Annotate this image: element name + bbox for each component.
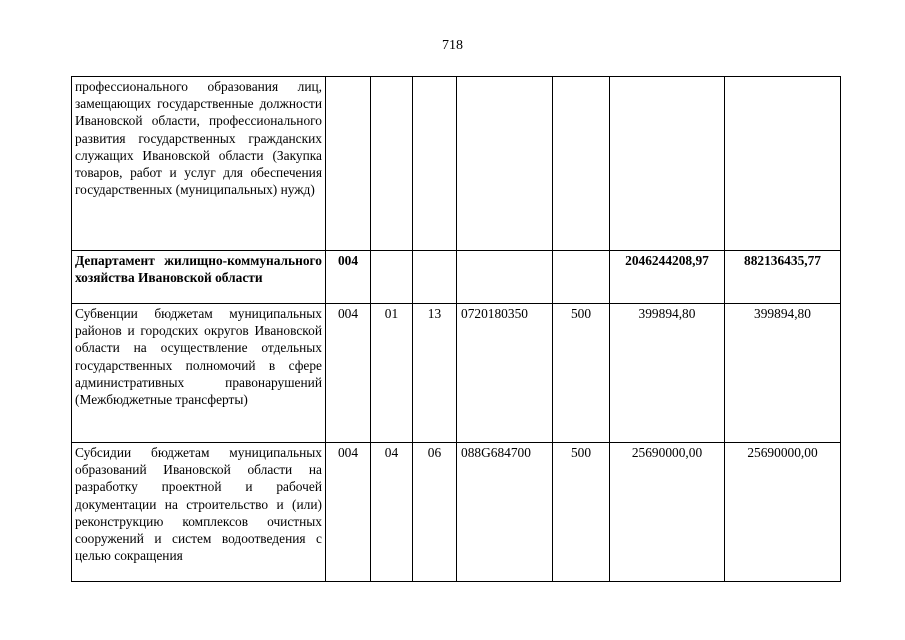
row-description: Субсидии бюджетам муниципальных образований Ивановской области на разработку проектной и рабочей документации на строительство и (или) реконструкцию комплексов очистных сооружений и систем водоотведения с целью сокращения — [72, 443, 326, 582]
amount-year-2: 882136435,77 — [725, 251, 841, 304]
expense-type-code — [553, 251, 610, 304]
ministry-code: 004 — [326, 443, 371, 582]
row-description: Субвенции бюджетам муниципальных районов и городских округов Ивановской области на осуществление отдельных государственных полномочий в сфере административных правонарушений (Межбюджетные трансферты) — [72, 304, 326, 443]
amount-year-2 — [725, 77, 841, 251]
amount-year-1: 399894,80 — [610, 304, 725, 443]
table-row — [72, 251, 841, 304]
target-article-code: 088G684700 — [457, 443, 553, 582]
target-article-code: 0720180350 — [457, 304, 553, 443]
subsection-code — [413, 77, 457, 251]
table-row — [72, 77, 841, 251]
target-article-code — [457, 251, 553, 304]
table-row — [72, 304, 841, 443]
amount-year-1: 25690000,00 — [610, 443, 725, 582]
amount-year-1: 2046244208,97 — [610, 251, 725, 304]
page-number: 718 — [442, 38, 463, 53]
section-code: 01 — [371, 304, 413, 443]
expense-type-code: 500 — [553, 443, 610, 582]
budget-table — [71, 76, 841, 582]
row-description: профессионального образования лиц, замещающих государственные должности Ивановской области, профессионального развития государственных гражданских служащих Ивановской области (Закупка товаров, работ и услуг для обеспечения государственных (муниципальных) нужд) — [72, 77, 326, 251]
expense-type-code: 500 — [553, 304, 610, 443]
row-description: Департамент жилищно-коммунального хозяйства Ивановской области — [72, 251, 326, 304]
expense-type-code — [553, 77, 610, 251]
section-code — [371, 251, 413, 304]
section-code — [371, 77, 413, 251]
subsection-code — [413, 251, 457, 304]
section-code: 04 — [371, 443, 413, 582]
amount-year-2: 399894,80 — [725, 304, 841, 443]
subsection-code: 06 — [413, 443, 457, 582]
ministry-code: 004 — [326, 251, 371, 304]
amount-year-1 — [610, 77, 725, 251]
ministry-code: 004 — [326, 304, 371, 443]
target-article-code — [457, 77, 553, 251]
amount-year-2: 25690000,00 — [725, 443, 841, 582]
table-row — [72, 443, 841, 582]
ministry-code — [326, 77, 371, 251]
subsection-code: 13 — [413, 304, 457, 443]
